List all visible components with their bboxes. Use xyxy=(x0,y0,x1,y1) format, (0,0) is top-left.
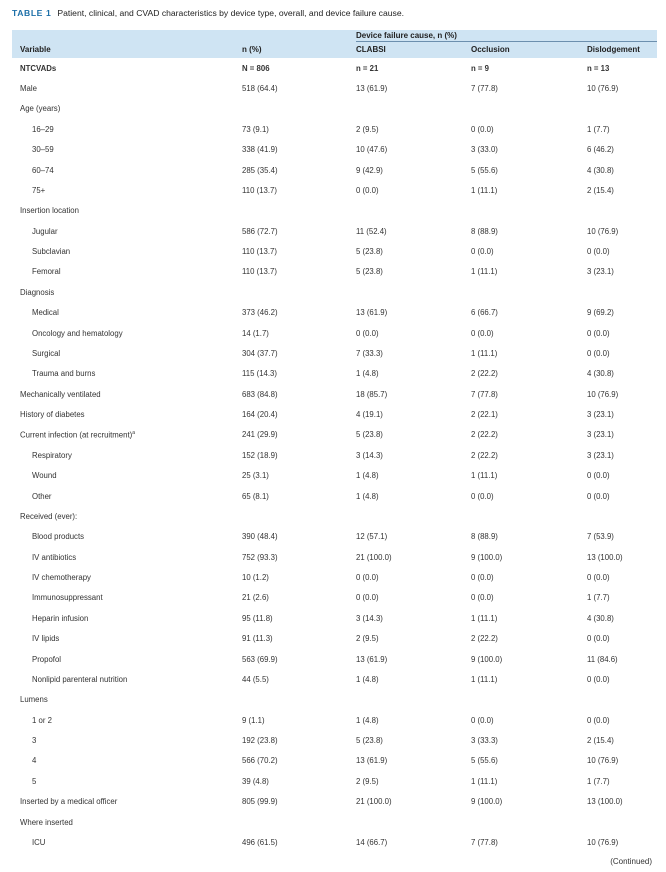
cell-clabsi: 9 (42.9) xyxy=(356,165,383,175)
table-row xyxy=(12,771,657,791)
cell-occlusion: 5 (55.6) xyxy=(471,165,498,175)
table-row xyxy=(12,201,657,221)
cell-occlusion: 1 (11.1) xyxy=(471,471,498,481)
variable-label: Trauma and burns xyxy=(32,369,96,379)
cell-occlusion: 1 (11.1) xyxy=(471,348,498,358)
cell-variable xyxy=(12,629,242,649)
cell-clabsi: 12 (57.1) xyxy=(356,532,388,542)
cell-clabsi: 7 (33.3) xyxy=(356,348,383,358)
cell-n-percent: 752 (93.3) xyxy=(242,552,278,562)
table-row xyxy=(12,567,657,587)
cell-dislodgement: 4 (30.8) xyxy=(587,613,614,623)
footnote-marker: a xyxy=(132,430,136,437)
cell-clabsi: 2 (9.5) xyxy=(356,124,379,134)
cell-clabsi: 1 (4.8) xyxy=(356,674,379,684)
cell-variable xyxy=(12,404,242,424)
cell-n-percent xyxy=(242,201,356,221)
variable-label: 3 xyxy=(32,736,37,746)
cell-occlusion: 0 (0.0) xyxy=(471,593,494,603)
cell-dislodgement: 0 (0.0) xyxy=(587,247,610,257)
cell-n-percent: 192 (23.8) xyxy=(242,736,278,746)
cell-clabsi: 0 (0.0) xyxy=(356,328,379,338)
cell-clabsi: 3 (14.3) xyxy=(356,450,383,460)
table-row xyxy=(12,160,657,180)
variable-label: History of diabetes xyxy=(20,410,85,420)
cell-dislodgement: 0 (0.0) xyxy=(587,491,610,501)
cell-clabsi: 10 (47.6) xyxy=(356,145,388,155)
cell-dislodgement: 13 (100.0) xyxy=(587,552,623,562)
table-row xyxy=(12,649,657,669)
cell-dislodgement: 10 (76.9) xyxy=(587,226,619,236)
header-column-row xyxy=(12,41,657,58)
cell-clabsi: 5 (23.8) xyxy=(356,736,383,746)
cell-clabsi: 18 (85.7) xyxy=(356,389,388,399)
cell-dislodgement: 10 (76.9) xyxy=(587,837,619,847)
cell-dislodgement: 10 (76.9) xyxy=(587,84,619,94)
cell-dislodgement xyxy=(587,99,657,119)
cell-clabsi: 2 (9.5) xyxy=(356,776,379,786)
cell-variable xyxy=(12,690,242,710)
header-group-rule xyxy=(356,41,657,42)
cell-occlusion: 9 (100.0) xyxy=(471,654,503,664)
cell-dislodgement: 6 (46.2) xyxy=(587,145,614,155)
cell-occlusion xyxy=(471,282,587,302)
cell-occlusion: 1 (11.1) xyxy=(471,776,498,786)
cell-occlusion: 0 (0.0) xyxy=(471,247,494,257)
cell-occlusion: 9 (100.0) xyxy=(471,797,503,807)
table-row xyxy=(12,99,657,119)
cell-clabsi: 5 (23.8) xyxy=(356,430,383,440)
cell-variable xyxy=(12,78,242,98)
cell-occlusion: 7 (77.8) xyxy=(471,84,498,94)
cell-occlusion: 1 (11.1) xyxy=(471,613,498,623)
table-row xyxy=(12,608,657,628)
variable-label: ICU xyxy=(32,837,46,847)
cell-dislodgement: 7 (53.9) xyxy=(587,532,614,542)
cell-n-percent: 110 (13.7) xyxy=(242,185,277,195)
table-row xyxy=(12,221,657,241)
variable-label: Propofol xyxy=(32,654,62,664)
variable-label: Diagnosis xyxy=(20,287,55,297)
cell-dislodgement: 13 (100.0) xyxy=(587,797,623,807)
header-n-percent: n (%) xyxy=(242,45,262,54)
variable-label: Lumens xyxy=(20,695,48,705)
variable-label: Inserted by a medical officer xyxy=(20,797,118,807)
cell-clabsi: 5 (23.8) xyxy=(356,267,383,277)
cell-variable xyxy=(12,323,242,343)
table-caption xyxy=(12,8,657,18)
variable-label: Jugular xyxy=(32,226,58,236)
cell-dislodgement: 9 (69.2) xyxy=(587,308,614,318)
cell-occlusion: 0 (0.0) xyxy=(471,328,494,338)
cell-occlusion: 1 (11.1) xyxy=(471,185,498,195)
cell-dislodgement xyxy=(587,282,657,302)
cell-n-percent: 110 (13.7) xyxy=(242,247,277,257)
cell-variable xyxy=(12,710,242,730)
cell-variable xyxy=(12,649,242,669)
cell-variable xyxy=(12,608,242,628)
cell-n-percent xyxy=(242,506,356,526)
cell-variable xyxy=(12,547,242,567)
cell-occlusion: n = 9 xyxy=(471,63,489,73)
cell-dislodgement: 1 (7.7) xyxy=(587,124,610,134)
table-title: Patient, clinical, and CVAD characteristics by device type, overall, and device failure cause. xyxy=(57,8,404,18)
cell-n-percent: 390 (48.4) xyxy=(242,532,278,542)
variable-label: Immunosuppressant xyxy=(32,593,103,603)
table-row xyxy=(12,547,657,567)
variable-label: Age (years) xyxy=(20,104,61,114)
variable-label: IV chemotherapy xyxy=(32,573,91,583)
cell-dislodgement: 11 (84.6) xyxy=(587,654,618,664)
variable-label: 30–59 xyxy=(32,145,54,155)
cell-dislodgement: 0 (0.0) xyxy=(587,715,610,725)
cell-variable xyxy=(12,180,242,200)
cell-clabsi: 4 (19.1) xyxy=(356,410,383,420)
cell-variable xyxy=(12,466,242,486)
cell-occlusion: 5 (55.6) xyxy=(471,756,498,766)
variable-label: Medical xyxy=(32,308,59,318)
cell-variable xyxy=(12,771,242,791)
cell-occlusion xyxy=(471,690,587,710)
cell-variable xyxy=(12,384,242,404)
table-row xyxy=(12,710,657,730)
cell-n-percent: 566 (70.2) xyxy=(242,756,278,766)
table-row xyxy=(12,812,657,832)
table-body xyxy=(12,58,657,853)
data-table xyxy=(12,58,657,853)
cell-variable xyxy=(12,262,242,282)
cell-dislodgement: 1 (7.7) xyxy=(587,593,610,603)
cell-variable xyxy=(12,567,242,587)
cell-n-percent: 110 (13.7) xyxy=(242,267,277,277)
table-row xyxy=(12,303,657,323)
cell-occlusion: 3 (33.0) xyxy=(471,145,498,155)
cell-clabsi xyxy=(356,99,471,119)
cell-variable xyxy=(12,58,242,78)
table-row xyxy=(12,425,657,445)
cell-n-percent: 241 (29.9) xyxy=(242,430,278,440)
cell-clabsi xyxy=(356,812,471,832)
table-row xyxy=(12,751,657,771)
cell-occlusion: 6 (66.7) xyxy=(471,308,498,318)
cell-occlusion xyxy=(471,201,587,221)
header-dislodgement: Dislodgement xyxy=(587,45,640,54)
table-row xyxy=(12,241,657,261)
table-row xyxy=(12,588,657,608)
cell-n-percent: 39 (4.8) xyxy=(242,776,269,786)
cell-occlusion: 1 (11.1) xyxy=(471,267,498,277)
cell-occlusion: 0 (0.0) xyxy=(471,124,494,134)
cell-clabsi: n = 21 xyxy=(356,63,379,73)
cell-n-percent: 21 (2.6) xyxy=(242,593,269,603)
variable-label: Surgical xyxy=(32,348,61,358)
table-row xyxy=(12,343,657,363)
cell-variable xyxy=(12,303,242,323)
cell-dislodgement: 10 (76.9) xyxy=(587,756,619,766)
cell-occlusion: 2 (22.2) xyxy=(471,369,498,379)
table-row xyxy=(12,792,657,812)
cell-variable xyxy=(12,812,242,832)
variable-label: IV lipids xyxy=(32,634,60,644)
cell-clabsi: 13 (61.9) xyxy=(356,308,388,318)
cell-occlusion: 9 (100.0) xyxy=(471,552,503,562)
cell-variable xyxy=(12,221,242,241)
cell-n-percent: 683 (84.8) xyxy=(242,389,278,399)
cell-n-percent: 805 (99.9) xyxy=(242,797,278,807)
cell-occlusion xyxy=(471,506,587,526)
cell-dislodgement xyxy=(587,690,657,710)
cell-dislodgement: 3 (23.1) xyxy=(587,267,614,277)
table-row xyxy=(12,364,657,384)
cell-variable xyxy=(12,751,242,771)
cell-dislodgement: 10 (76.9) xyxy=(587,389,619,399)
variable-label: Blood products xyxy=(32,532,85,542)
cell-occlusion: 2 (22.2) xyxy=(471,430,498,440)
cell-variable xyxy=(12,201,242,221)
cell-clabsi xyxy=(356,282,471,302)
variable-label: Mechanically ventilated xyxy=(20,389,101,399)
variable-label: 75+ xyxy=(32,185,46,195)
cell-dislodgement: 2 (15.4) xyxy=(587,185,614,195)
cell-dislodgement xyxy=(587,506,657,526)
cell-clabsi xyxy=(356,690,471,710)
cell-dislodgement: 0 (0.0) xyxy=(587,328,610,338)
cell-variable xyxy=(12,160,242,180)
table-row xyxy=(12,466,657,486)
cell-variable xyxy=(12,792,242,812)
cell-occlusion: 2 (22.2) xyxy=(471,634,498,644)
variable-label: 60–74 xyxy=(32,165,54,175)
cell-variable xyxy=(12,119,242,139)
variable-label: 4 xyxy=(32,756,37,766)
cell-n-percent: 91 (11.3) xyxy=(242,634,273,644)
table-row xyxy=(12,669,657,689)
cell-clabsi: 21 (100.0) xyxy=(356,552,392,562)
cell-clabsi: 14 (66.7) xyxy=(356,837,388,847)
variable-label: 5 xyxy=(32,776,37,786)
variable-label: Received (ever): xyxy=(20,511,78,521)
cell-variable xyxy=(12,506,242,526)
table-row xyxy=(12,629,657,649)
cell-n-percent: 373 (46.2) xyxy=(242,308,278,318)
table-row xyxy=(12,323,657,343)
cell-occlusion: 7 (77.8) xyxy=(471,837,498,847)
cell-variable xyxy=(12,730,242,750)
cell-variable xyxy=(12,343,242,363)
cell-occlusion: 7 (77.8) xyxy=(471,389,498,399)
cell-variable xyxy=(12,669,242,689)
cell-occlusion: 8 (88.9) xyxy=(471,532,498,542)
cell-occlusion xyxy=(471,812,587,832)
cell-variable xyxy=(12,425,242,445)
cell-dislodgement: 0 (0.0) xyxy=(587,573,610,583)
cell-occlusion xyxy=(471,99,587,119)
cell-clabsi: 2 (9.5) xyxy=(356,634,379,644)
cell-clabsi: 1 (4.8) xyxy=(356,471,379,481)
cell-n-percent: 152 (18.9) xyxy=(242,450,278,460)
variable-label: Respiratory xyxy=(32,450,72,460)
cell-n-percent: 304 (37.7) xyxy=(242,348,278,358)
cell-clabsi: 13 (61.9) xyxy=(356,756,388,766)
table-row xyxy=(12,78,657,98)
cell-clabsi: 1 (4.8) xyxy=(356,369,379,379)
cell-clabsi: 13 (61.9) xyxy=(356,654,388,664)
cell-variable xyxy=(12,364,242,384)
table-row xyxy=(12,58,657,78)
cell-dislodgement: n = 13 xyxy=(587,63,610,73)
cell-n-percent: 44 (5.5) xyxy=(242,674,269,684)
cell-n-percent: 338 (41.9) xyxy=(242,145,278,155)
cell-n-percent xyxy=(242,99,356,119)
variable-label: Femoral xyxy=(32,267,61,277)
cell-variable xyxy=(12,588,242,608)
cell-variable xyxy=(12,486,242,506)
cell-n-percent: 518 (64.4) xyxy=(242,84,278,94)
cell-dislodgement: 1 (7.7) xyxy=(587,776,610,786)
cell-variable xyxy=(12,241,242,261)
variable-label: Nonlipid parenteral nutrition xyxy=(32,674,128,684)
cell-n-percent: 10 (1.2) xyxy=(242,573,269,583)
cell-n-percent: N = 806 xyxy=(242,63,270,73)
cell-n-percent: 586 (72.7) xyxy=(242,226,278,236)
cell-clabsi: 13 (61.9) xyxy=(356,84,388,94)
header-group-row xyxy=(12,30,657,41)
cell-dislodgement: 4 (30.8) xyxy=(587,369,614,379)
cell-n-percent: 9 (1.1) xyxy=(242,715,265,725)
table-row xyxy=(12,527,657,547)
table-row xyxy=(12,730,657,750)
table-row xyxy=(12,506,657,526)
cell-n-percent: 65 (8.1) xyxy=(242,491,269,501)
variable-label: 16–29 xyxy=(32,124,54,134)
cell-n-percent: 285 (35.4) xyxy=(242,165,278,175)
table-row xyxy=(12,486,657,506)
cell-n-percent: 563 (69.9) xyxy=(242,654,278,664)
cell-occlusion: 2 (22.1) xyxy=(471,410,498,420)
cell-dislodgement: 0 (0.0) xyxy=(587,634,610,644)
cell-variable xyxy=(12,140,242,160)
cell-occlusion: 1 (11.1) xyxy=(471,674,498,684)
cell-n-percent: 496 (61.5) xyxy=(242,837,278,847)
header-variable: Variable xyxy=(20,45,51,54)
cell-clabsi xyxy=(356,506,471,526)
header-clabsi: CLABSI xyxy=(356,45,386,54)
cell-occlusion: 8 (88.9) xyxy=(471,226,498,236)
cell-occlusion: 0 (0.0) xyxy=(471,491,494,501)
table-row xyxy=(12,282,657,302)
variable-label: Subclavian xyxy=(32,247,71,257)
cell-dislodgement xyxy=(587,812,657,832)
cell-dislodgement xyxy=(587,201,657,221)
cell-n-percent: 14 (1.7) xyxy=(242,328,269,338)
cell-dislodgement: 0 (0.0) xyxy=(587,471,610,481)
cell-variable xyxy=(12,99,242,119)
table-row xyxy=(12,262,657,282)
cell-dislodgement: 4 (30.8) xyxy=(587,165,614,175)
variable-label: 1 or 2 xyxy=(32,715,52,725)
cell-dislodgement: 2 (15.4) xyxy=(587,736,614,746)
cell-dislodgement: 3 (23.1) xyxy=(587,450,614,460)
cell-clabsi: 1 (4.8) xyxy=(356,715,379,725)
continued-note: (Continued) xyxy=(610,857,652,866)
header-occlusion: Occlusion xyxy=(471,45,510,54)
variable-label: Current infection (at recruitment) xyxy=(20,430,133,440)
variable-label: Insertion location xyxy=(20,206,79,216)
table-row xyxy=(12,445,657,465)
cell-clabsi: 0 (0.0) xyxy=(356,593,379,603)
cell-n-percent: 115 (14.3) xyxy=(242,369,277,379)
variable-label: Where inserted xyxy=(20,817,73,827)
variable-label: Wound xyxy=(32,471,57,481)
table-row xyxy=(12,140,657,160)
variable-label: Male xyxy=(20,84,37,94)
cell-n-percent: 73 (9.1) xyxy=(242,124,269,134)
cell-variable xyxy=(12,445,242,465)
cell-variable xyxy=(12,832,242,852)
cell-clabsi: 21 (100.0) xyxy=(356,797,392,807)
cell-clabsi: 1 (4.8) xyxy=(356,491,379,501)
cell-clabsi: 0 (0.0) xyxy=(356,185,379,195)
cell-occlusion: 0 (0.0) xyxy=(471,573,494,583)
cell-occlusion: 0 (0.0) xyxy=(471,715,494,725)
cell-n-percent xyxy=(242,812,356,832)
cell-n-percent: 164 (20.4) xyxy=(242,410,278,420)
table-row xyxy=(12,690,657,710)
cell-n-percent xyxy=(242,690,356,710)
header-group-label: Device failure cause, n (%) xyxy=(356,31,457,40)
table-row xyxy=(12,180,657,200)
cell-occlusion: 3 (33.3) xyxy=(471,736,498,746)
variable-label: Other xyxy=(32,491,52,501)
cell-clabsi: 11 (52.4) xyxy=(356,226,387,236)
variable-label: NTCVADs xyxy=(20,63,57,73)
cell-clabsi: 3 (14.3) xyxy=(356,613,383,623)
cell-dislodgement: 0 (0.0) xyxy=(587,348,610,358)
cell-dislodgement: 3 (23.1) xyxy=(587,430,614,440)
cell-clabsi: 5 (23.8) xyxy=(356,247,383,257)
variable-label: Heparin infusion xyxy=(32,613,89,623)
cell-occlusion: 2 (22.2) xyxy=(471,450,498,460)
cell-dislodgement: 0 (0.0) xyxy=(587,674,610,684)
cell-n-percent xyxy=(242,282,356,302)
cell-n-percent: 25 (3.1) xyxy=(242,471,269,481)
variable-label: Oncology and hematology xyxy=(32,328,123,338)
cell-clabsi: 0 (0.0) xyxy=(356,573,379,583)
table-row xyxy=(12,119,657,139)
variable-label: IV antibiotics xyxy=(32,552,77,562)
cell-variable xyxy=(12,282,242,302)
cell-variable xyxy=(12,527,242,547)
cell-n-percent: 95 (11.8) xyxy=(242,613,273,623)
table-row xyxy=(12,404,657,424)
cell-clabsi xyxy=(356,201,471,221)
cell-dislodgement: 3 (23.1) xyxy=(587,410,614,420)
table-row xyxy=(12,384,657,404)
table-label: TABLE 1 xyxy=(12,8,52,18)
table-row xyxy=(12,832,657,852)
